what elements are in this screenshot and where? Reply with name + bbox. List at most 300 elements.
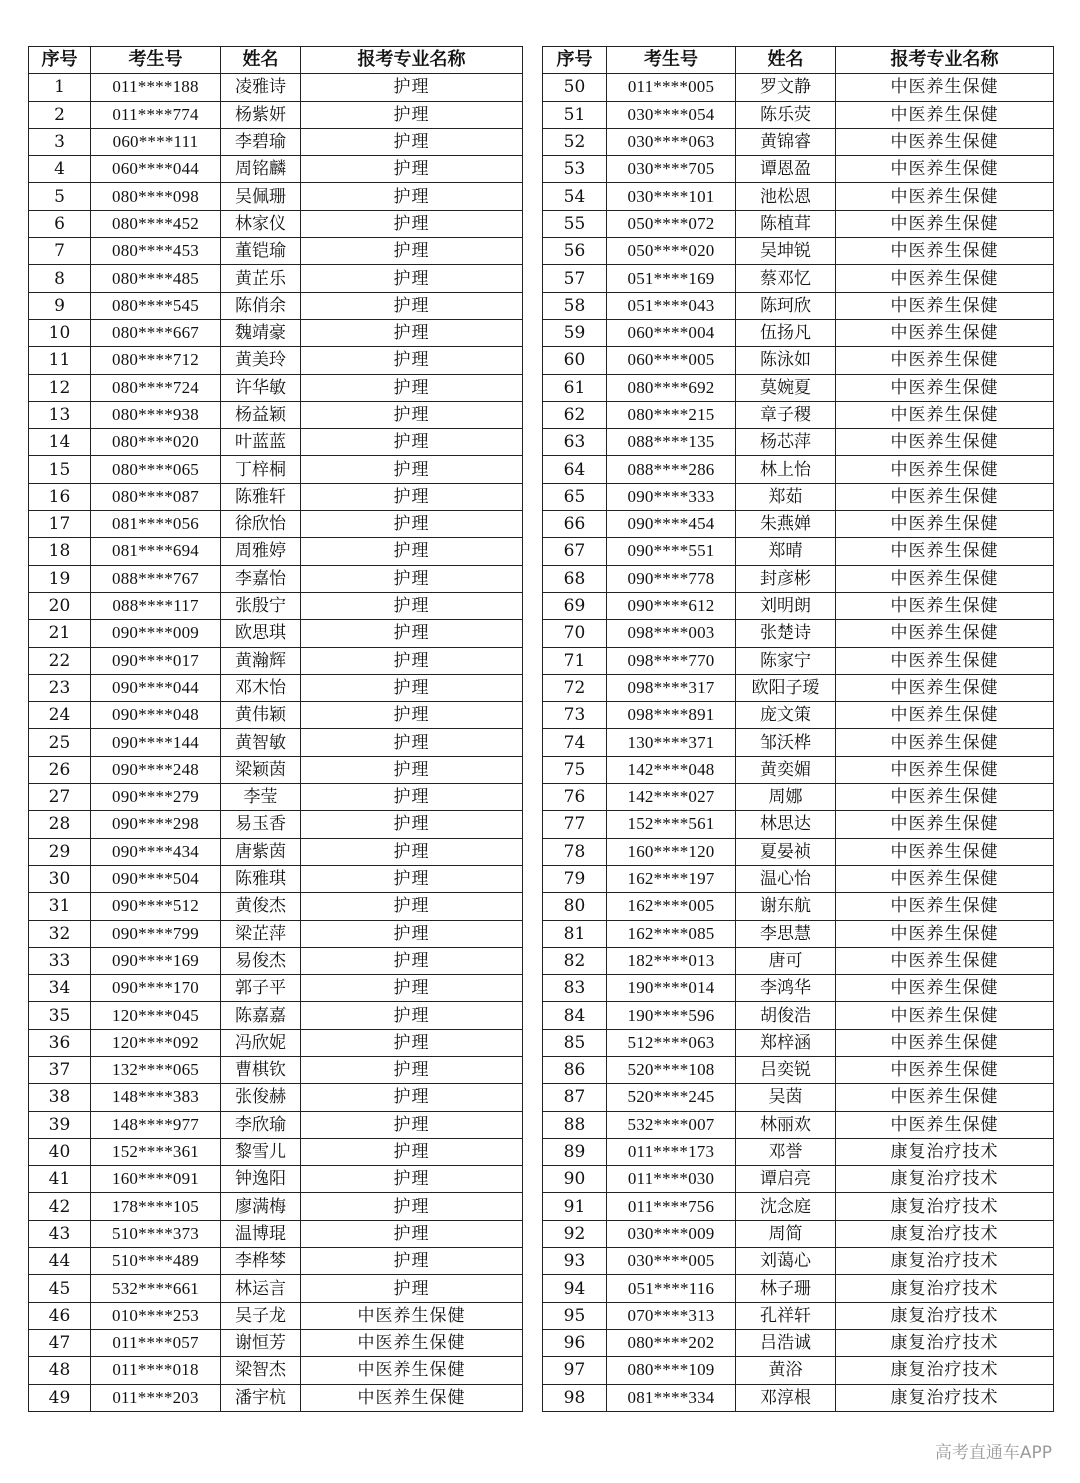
row-seq: 3 <box>29 128 91 155</box>
row-student-name: 叶蓝蓝 <box>221 429 301 456</box>
table-row <box>543 1166 1054 1193</box>
row-exam-id: 011****005 <box>607 74 736 101</box>
table-row <box>29 483 523 510</box>
row-exam-id: 088****135 <box>607 429 736 456</box>
row-seq: 86 <box>543 1056 607 1083</box>
header-major: 报考专业名称 <box>301 47 523 74</box>
row-seq: 30 <box>29 865 91 892</box>
row-exam-id: 090****298 <box>91 811 221 838</box>
row-student-name: 刘明朗 <box>736 592 836 619</box>
row-major: 中医养生保健 <box>836 838 1054 865</box>
row-exam-id: 080****938 <box>91 401 221 428</box>
row-seq: 51 <box>543 101 607 128</box>
row-seq: 61 <box>543 374 607 401</box>
row-seq: 91 <box>543 1193 607 1220</box>
row-student-name: 李欣瑜 <box>221 1111 301 1138</box>
row-student-name: 吴子龙 <box>221 1302 301 1329</box>
table-row <box>543 947 1054 974</box>
table-row <box>543 1111 1054 1138</box>
row-student-name: 唐可 <box>736 947 836 974</box>
row-exam-id: 090****144 <box>91 729 221 756</box>
row-exam-id: 088****286 <box>607 456 736 483</box>
row-student-name: 谭启亮 <box>736 1166 836 1193</box>
row-seq: 97 <box>543 1357 607 1384</box>
row-major: 中医养生保健 <box>836 429 1054 456</box>
table-row <box>29 1166 523 1193</box>
row-seq: 48 <box>29 1357 91 1384</box>
row-seq: 65 <box>543 483 607 510</box>
row-exam-id: 080****109 <box>607 1357 736 1384</box>
row-major: 护理 <box>301 811 523 838</box>
row-student-name: 林丽欢 <box>736 1111 836 1138</box>
row-major: 护理 <box>301 538 523 565</box>
row-student-name: 谢恒芳 <box>221 1329 301 1356</box>
header-major: 报考专业名称 <box>836 47 1054 74</box>
row-student-name: 郑茹 <box>736 483 836 510</box>
row-major: 护理 <box>301 483 523 510</box>
row-major: 中医养生保健 <box>836 319 1054 346</box>
table-row <box>543 756 1054 783</box>
row-student-name: 夏晏祯 <box>736 838 836 865</box>
row-student-name: 欧思琪 <box>221 620 301 647</box>
row-seq: 15 <box>29 456 91 483</box>
table-row <box>543 620 1054 647</box>
row-student-name: 池松恩 <box>736 183 836 210</box>
row-exam-id: 080****485 <box>91 265 221 292</box>
row-student-name: 丁梓桐 <box>221 456 301 483</box>
row-major: 康复治疗技术 <box>836 1275 1054 1302</box>
row-student-name: 欧阳子瑷 <box>736 674 836 701</box>
row-student-name: 李鸿华 <box>736 975 836 1002</box>
row-exam-id: 080****215 <box>607 401 736 428</box>
row-exam-id: 190****596 <box>607 1002 736 1029</box>
table-row <box>543 1329 1054 1356</box>
row-exam-id: 090****017 <box>91 647 221 674</box>
row-seq: 94 <box>543 1275 607 1302</box>
row-seq: 47 <box>29 1329 91 1356</box>
row-seq: 84 <box>543 1002 607 1029</box>
table-row <box>29 265 523 292</box>
row-exam-id: 148****977 <box>91 1111 221 1138</box>
row-student-name: 陈乐荧 <box>736 101 836 128</box>
table-row <box>29 1248 523 1275</box>
row-exam-id: 011****756 <box>607 1193 736 1220</box>
table-row <box>29 920 523 947</box>
row-seq: 74 <box>543 729 607 756</box>
row-exam-id: 512****063 <box>607 1029 736 1056</box>
row-major: 中医养生保健 <box>836 183 1054 210</box>
row-exam-id: 090****009 <box>91 620 221 647</box>
table-row <box>29 511 523 538</box>
table-row <box>29 1002 523 1029</box>
row-major: 护理 <box>301 1138 523 1165</box>
row-seq: 9 <box>29 292 91 319</box>
row-major: 中医养生保健 <box>836 975 1054 1002</box>
row-major: 护理 <box>301 1029 523 1056</box>
row-exam-id: 011****057 <box>91 1329 221 1356</box>
row-seq: 31 <box>29 893 91 920</box>
row-seq: 22 <box>29 647 91 674</box>
row-exam-id: 060****004 <box>607 319 736 346</box>
row-seq: 58 <box>543 292 607 319</box>
row-seq: 87 <box>543 1084 607 1111</box>
table-row <box>543 101 1054 128</box>
table-row <box>543 1384 1054 1411</box>
roster-table-left <box>28 46 523 1412</box>
row-student-name: 胡俊浩 <box>736 1002 836 1029</box>
row-student-name: 黄伟颖 <box>221 702 301 729</box>
row-seq: 75 <box>543 756 607 783</box>
table-row <box>29 429 523 456</box>
row-student-name: 庞文策 <box>736 702 836 729</box>
row-student-name: 杨紫妍 <box>221 101 301 128</box>
table-row <box>543 729 1054 756</box>
row-exam-id: 162****005 <box>607 893 736 920</box>
table-row <box>543 1056 1054 1083</box>
row-exam-id: 050****072 <box>607 210 736 237</box>
row-student-name: 李思慧 <box>736 920 836 947</box>
row-seq: 13 <box>29 401 91 428</box>
row-exam-id: 148****383 <box>91 1084 221 1111</box>
table-row <box>29 947 523 974</box>
table-row <box>543 674 1054 701</box>
row-seq: 39 <box>29 1111 91 1138</box>
row-student-name: 曹棋钦 <box>221 1056 301 1083</box>
table-row <box>29 1275 523 1302</box>
row-seq: 21 <box>29 620 91 647</box>
table-row <box>543 784 1054 811</box>
row-seq: 20 <box>29 592 91 619</box>
row-major: 中医养生保健 <box>836 920 1054 947</box>
row-student-name: 邓木怡 <box>221 674 301 701</box>
row-seq: 73 <box>543 702 607 729</box>
table-row <box>29 292 523 319</box>
row-seq: 34 <box>29 975 91 1002</box>
table-row <box>29 1056 523 1083</box>
row-major: 护理 <box>301 156 523 183</box>
row-seq: 26 <box>29 756 91 783</box>
row-seq: 96 <box>543 1329 607 1356</box>
row-exam-id: 030****005 <box>607 1248 736 1275</box>
table-row <box>29 1384 523 1411</box>
row-seq: 1 <box>29 74 91 101</box>
row-exam-id: 098****770 <box>607 647 736 674</box>
row-seq: 63 <box>543 429 607 456</box>
row-major: 护理 <box>301 620 523 647</box>
row-student-name: 杨芯萍 <box>736 429 836 456</box>
row-exam-id: 098****003 <box>607 620 736 647</box>
row-exam-id: 080****020 <box>91 429 221 456</box>
row-major: 护理 <box>301 429 523 456</box>
row-major: 康复治疗技术 <box>836 1302 1054 1329</box>
row-seq: 81 <box>543 920 607 947</box>
table-row <box>543 811 1054 838</box>
row-exam-id: 088****767 <box>91 565 221 592</box>
table-row <box>29 620 523 647</box>
row-seq: 14 <box>29 429 91 456</box>
table-row <box>29 1329 523 1356</box>
row-seq: 8 <box>29 265 91 292</box>
table-row <box>29 811 523 838</box>
row-exam-id: 011****030 <box>607 1166 736 1193</box>
table-row <box>543 565 1054 592</box>
row-exam-id: 090****044 <box>91 674 221 701</box>
row-seq: 35 <box>29 1002 91 1029</box>
row-student-name: 封彦彬 <box>736 565 836 592</box>
row-major: 康复治疗技术 <box>836 1138 1054 1165</box>
row-major: 中医养生保健 <box>836 374 1054 401</box>
header-exam-id: 考生号 <box>91 47 221 74</box>
table-row <box>543 238 1054 265</box>
row-exam-id: 178****105 <box>91 1193 221 1220</box>
table-row <box>543 292 1054 319</box>
row-seq: 95 <box>543 1302 607 1329</box>
row-seq: 78 <box>543 838 607 865</box>
row-seq: 70 <box>543 620 607 647</box>
row-major: 护理 <box>301 565 523 592</box>
row-seq: 59 <box>543 319 607 346</box>
row-exam-id: 080****098 <box>91 183 221 210</box>
row-student-name: 张俊赫 <box>221 1084 301 1111</box>
table-row <box>543 1275 1054 1302</box>
row-seq: 40 <box>29 1138 91 1165</box>
row-major: 护理 <box>301 401 523 428</box>
row-major: 中医养生保健 <box>301 1302 523 1329</box>
row-major: 护理 <box>301 374 523 401</box>
row-student-name: 沈念庭 <box>736 1193 836 1220</box>
header-seq: 序号 <box>543 47 607 74</box>
table-row <box>543 511 1054 538</box>
row-major: 中医养生保健 <box>836 238 1054 265</box>
row-major: 护理 <box>301 238 523 265</box>
row-student-name: 伍扬凡 <box>736 319 836 346</box>
row-seq: 66 <box>543 511 607 538</box>
row-seq: 83 <box>543 975 607 1002</box>
row-major: 中医养生保健 <box>836 538 1054 565</box>
row-major: 护理 <box>301 1111 523 1138</box>
table-row <box>29 592 523 619</box>
row-student-name: 黎雪儿 <box>221 1138 301 1165</box>
row-student-name: 黄俊杰 <box>221 893 301 920</box>
roster-body-left <box>29 74 523 1412</box>
row-exam-id: 162****085 <box>607 920 736 947</box>
row-seq: 49 <box>29 1384 91 1411</box>
table-row <box>543 483 1054 510</box>
row-major: 护理 <box>301 838 523 865</box>
row-major: 中医养生保健 <box>836 265 1054 292</box>
row-major: 康复治疗技术 <box>836 1329 1054 1356</box>
row-exam-id: 090****799 <box>91 920 221 947</box>
row-student-name: 蔡邓忆 <box>736 265 836 292</box>
row-exam-id: 510****489 <box>91 1248 221 1275</box>
table-row <box>29 538 523 565</box>
roster-body-right <box>543 74 1054 1412</box>
table-row <box>543 156 1054 183</box>
watermark-text: 高考直通车APP <box>934 1443 1052 1463</box>
row-exam-id: 090****778 <box>607 565 736 592</box>
row-seq: 68 <box>543 565 607 592</box>
row-seq: 88 <box>543 1111 607 1138</box>
row-seq: 11 <box>29 347 91 374</box>
row-seq: 80 <box>543 893 607 920</box>
row-seq: 41 <box>29 1166 91 1193</box>
row-major: 护理 <box>301 183 523 210</box>
table-row <box>543 702 1054 729</box>
table-row <box>29 74 523 101</box>
row-major: 护理 <box>301 456 523 483</box>
row-seq: 45 <box>29 1275 91 1302</box>
row-major: 护理 <box>301 1084 523 1111</box>
header-row <box>543 47 1054 74</box>
row-major: 护理 <box>301 1166 523 1193</box>
row-major: 护理 <box>301 1275 523 1302</box>
table-row <box>29 702 523 729</box>
table-row <box>29 156 523 183</box>
table-row <box>543 74 1054 101</box>
row-student-name: 周娜 <box>736 784 836 811</box>
table-row <box>29 674 523 701</box>
row-seq: 72 <box>543 674 607 701</box>
table-row <box>29 238 523 265</box>
row-seq: 19 <box>29 565 91 592</box>
table-row <box>543 210 1054 237</box>
row-exam-id: 532****661 <box>91 1275 221 1302</box>
row-major: 中医养生保健 <box>836 811 1054 838</box>
row-exam-id: 532****007 <box>607 1111 736 1138</box>
row-student-name: 谭恩盈 <box>736 156 836 183</box>
row-major: 护理 <box>301 101 523 128</box>
table-row <box>29 1138 523 1165</box>
row-exam-id: 090****454 <box>607 511 736 538</box>
row-student-name: 邹沃桦 <box>736 729 836 756</box>
table-row <box>29 401 523 428</box>
row-major: 护理 <box>301 975 523 1002</box>
row-student-name: 邓淳根 <box>736 1384 836 1411</box>
table-row <box>29 1193 523 1220</box>
table-row <box>543 865 1054 892</box>
row-exam-id: 090****248 <box>91 756 221 783</box>
row-seq: 6 <box>29 210 91 237</box>
row-major: 中医养生保健 <box>836 347 1054 374</box>
row-student-name: 周铭麟 <box>221 156 301 183</box>
row-seq: 27 <box>29 784 91 811</box>
row-seq: 85 <box>543 1029 607 1056</box>
row-exam-id: 120****092 <box>91 1029 221 1056</box>
row-student-name: 冯欣妮 <box>221 1029 301 1056</box>
row-exam-id: 090****512 <box>91 893 221 920</box>
row-exam-id: 080****202 <box>607 1329 736 1356</box>
row-seq: 16 <box>29 483 91 510</box>
table-row <box>543 538 1054 565</box>
row-exam-id: 050****020 <box>607 238 736 265</box>
row-major: 中医养生保健 <box>836 565 1054 592</box>
row-major: 护理 <box>301 265 523 292</box>
row-exam-id: 090****551 <box>607 538 736 565</box>
row-major: 康复治疗技术 <box>836 1220 1054 1247</box>
row-exam-id: 142****048 <box>607 756 736 783</box>
row-major: 中医养生保健 <box>836 592 1054 619</box>
row-student-name: 谢东航 <box>736 893 836 920</box>
row-student-name: 黄智敏 <box>221 729 301 756</box>
table-row <box>543 319 1054 346</box>
table-row <box>543 975 1054 1002</box>
row-student-name: 林子珊 <box>736 1275 836 1302</box>
row-student-name: 陈雅琪 <box>221 865 301 892</box>
row-exam-id: 030****101 <box>607 183 736 210</box>
row-exam-id: 190****014 <box>607 975 736 1002</box>
row-exam-id: 152****561 <box>607 811 736 838</box>
header-seq: 序号 <box>29 47 91 74</box>
row-exam-id: 080****545 <box>91 292 221 319</box>
row-exam-id: 098****317 <box>607 674 736 701</box>
row-major: 护理 <box>301 702 523 729</box>
row-seq: 71 <box>543 647 607 674</box>
table-row <box>543 1193 1054 1220</box>
table-row <box>29 1111 523 1138</box>
row-student-name: 张楚诗 <box>736 620 836 647</box>
table-row <box>543 1002 1054 1029</box>
row-exam-id: 182****013 <box>607 947 736 974</box>
row-major: 中医养生保健 <box>836 1111 1054 1138</box>
table-row <box>543 347 1054 374</box>
row-major: 护理 <box>301 511 523 538</box>
row-major: 中医养生保健 <box>836 1029 1054 1056</box>
row-major: 护理 <box>301 729 523 756</box>
row-student-name: 郑晴 <box>736 538 836 565</box>
table-row <box>29 1029 523 1056</box>
row-student-name: 黄浴 <box>736 1357 836 1384</box>
table-row <box>543 1029 1054 1056</box>
row-seq: 69 <box>543 592 607 619</box>
row-seq: 7 <box>29 238 91 265</box>
row-student-name: 罗文静 <box>736 74 836 101</box>
row-exam-id: 080****065 <box>91 456 221 483</box>
row-student-name: 周雅婷 <box>221 538 301 565</box>
row-major: 康复治疗技术 <box>836 1193 1054 1220</box>
row-exam-id: 011****173 <box>607 1138 736 1165</box>
row-exam-id: 090****504 <box>91 865 221 892</box>
row-seq: 53 <box>543 156 607 183</box>
row-student-name: 林家仪 <box>221 210 301 237</box>
row-student-name: 陈雅轩 <box>221 483 301 510</box>
table-row <box>543 401 1054 428</box>
row-student-name: 张殷宁 <box>221 592 301 619</box>
row-exam-id: 030****009 <box>607 1220 736 1247</box>
table-row <box>29 729 523 756</box>
row-exam-id: 030****063 <box>607 128 736 155</box>
row-exam-id: 160****091 <box>91 1166 221 1193</box>
table-row <box>543 374 1054 401</box>
row-student-name: 陈植茸 <box>736 210 836 237</box>
row-exam-id: 142****027 <box>607 784 736 811</box>
table-row <box>543 838 1054 865</box>
row-student-name: 李桦棽 <box>221 1248 301 1275</box>
row-student-name: 陈泳如 <box>736 347 836 374</box>
row-exam-id: 070****313 <box>607 1302 736 1329</box>
row-seq: 67 <box>543 538 607 565</box>
row-major: 康复治疗技术 <box>836 1248 1054 1275</box>
row-exam-id: 081****694 <box>91 538 221 565</box>
row-seq: 90 <box>543 1166 607 1193</box>
row-major: 康复治疗技术 <box>836 1357 1054 1384</box>
table-row <box>29 456 523 483</box>
row-major: 护理 <box>301 893 523 920</box>
row-exam-id: 011****018 <box>91 1357 221 1384</box>
row-seq: 10 <box>29 319 91 346</box>
row-exam-id: 080****712 <box>91 347 221 374</box>
row-major: 护理 <box>301 592 523 619</box>
row-exam-id: 081****056 <box>91 511 221 538</box>
